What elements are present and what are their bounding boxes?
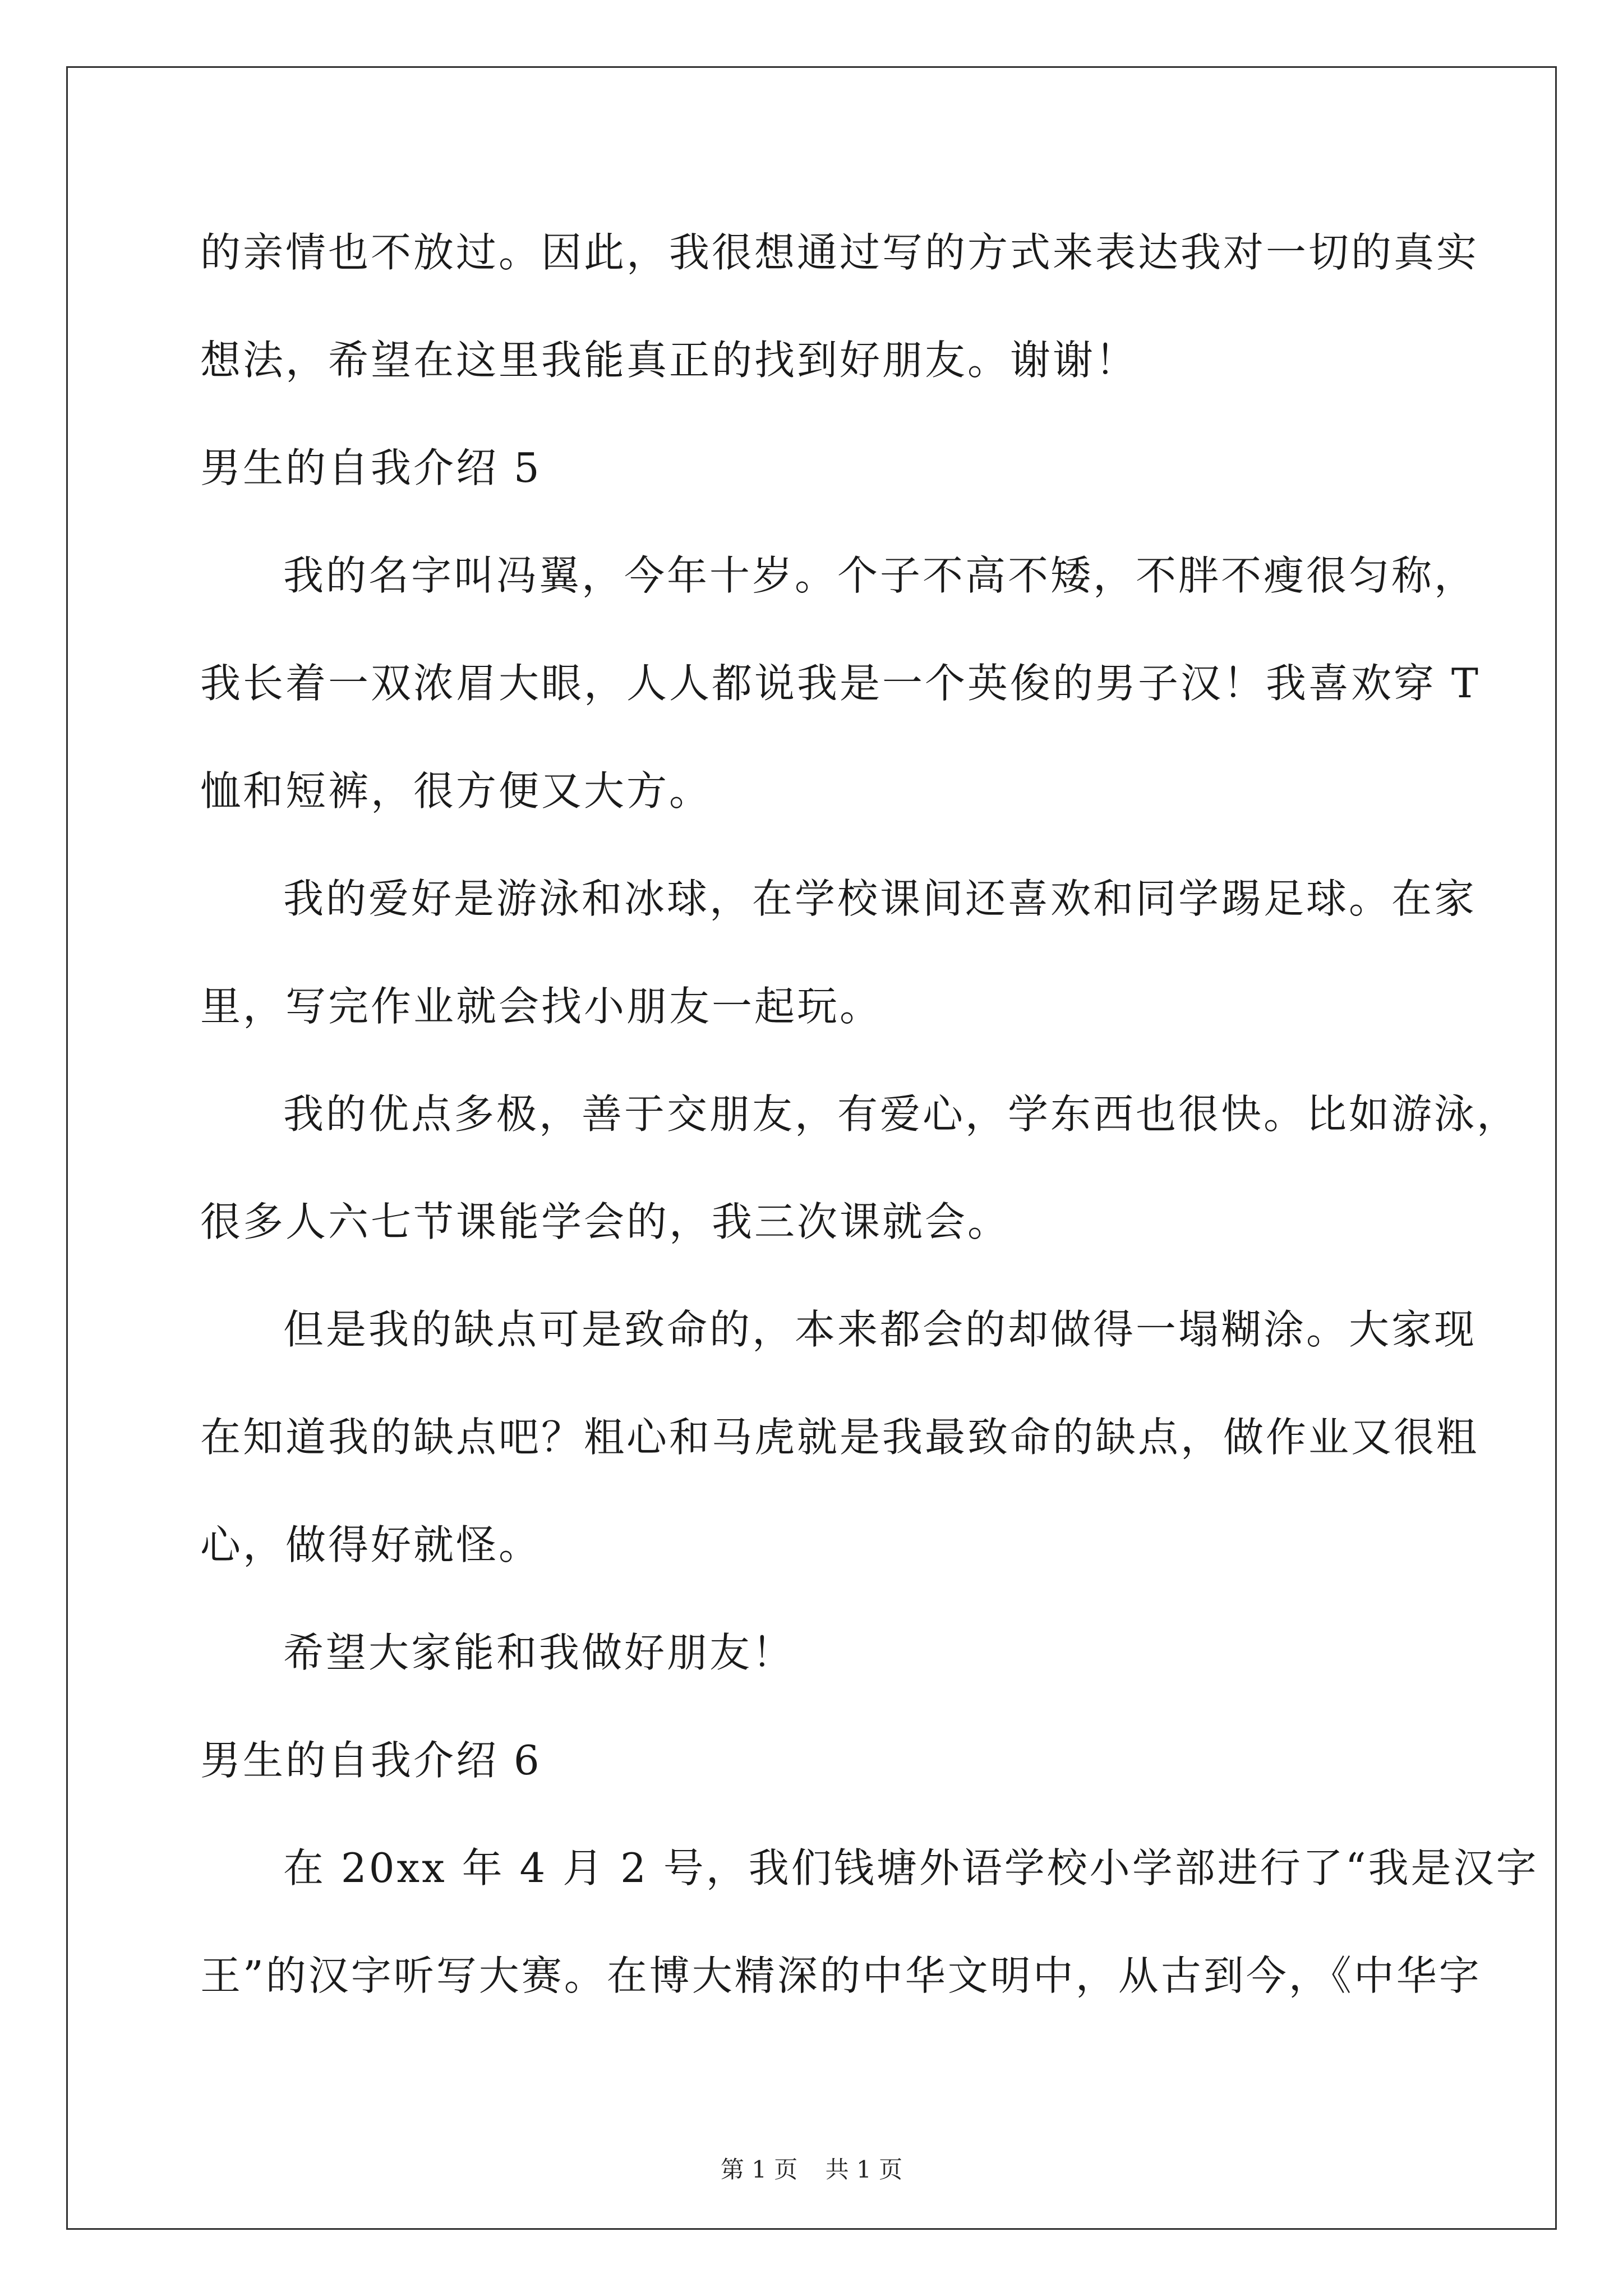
text-line: 我的名字叫冯翼，今年十岁。个子不高不矮，不胖不瘦很匀称， [283,552,1477,599]
text-line: 心，做得好就怪。 [200,1521,542,1568]
section-heading: 男生的自我介绍 5 [200,444,542,491]
text-line: 里，写完作业就会找小朋友一起玩。 [200,983,883,1030]
page-footer [0,2153,1623,2187]
text-line: 很多人六七节课能学会的，我三次课就会。 [200,1198,1011,1245]
page-number: 第 1 页 [720,2156,798,2183]
text-line: 想法，希望在这里我能真正的找到好朋友。谢谢！ [200,337,1138,384]
text-line: 我的优点多极，善于交朋友，有爱心，学东西也很快。比如游泳， [283,1091,1520,1138]
text-line: 但是我的缺点可是致命的，本来都会的却做得一塌糊涂。大家现 [283,1306,1477,1353]
text-line: 王”的汉字听写大赛。在博大精深的中华文明中，从古到今，《中华字 [200,1952,1482,1999]
section-heading: 男生的自我介绍 6 [200,1737,542,1784]
text-line: 在 20xx 年 4 月 2 号，我们钱塘外语学校小学部进行了“我是汉字 [283,1844,1539,1892]
text-line: 希望大家能和我做好朋友！ [283,1629,795,1676]
page-border [66,66,1557,2230]
text-line: 的亲情也不放过。因此，我很想通过写的方式来表达我对一切的真实 [200,229,1479,276]
text-line: 恤和短裤，很方便又大方。 [200,767,712,815]
text-line: 我长着一双浓眉大眼，人人都说我是一个英俊的男子汉！我喜欢穿 T [200,660,1481,707]
text-line: 在知道我的缺点吧？粗心和马虎就是我最致命的缺点，做作业又很粗 [200,1414,1479,1461]
text-line: 我的爱好是游泳和冰球，在学校课间还喜欢和同学踢足球。在家 [283,875,1477,922]
page-total: 共 1 页 [825,2156,903,2183]
